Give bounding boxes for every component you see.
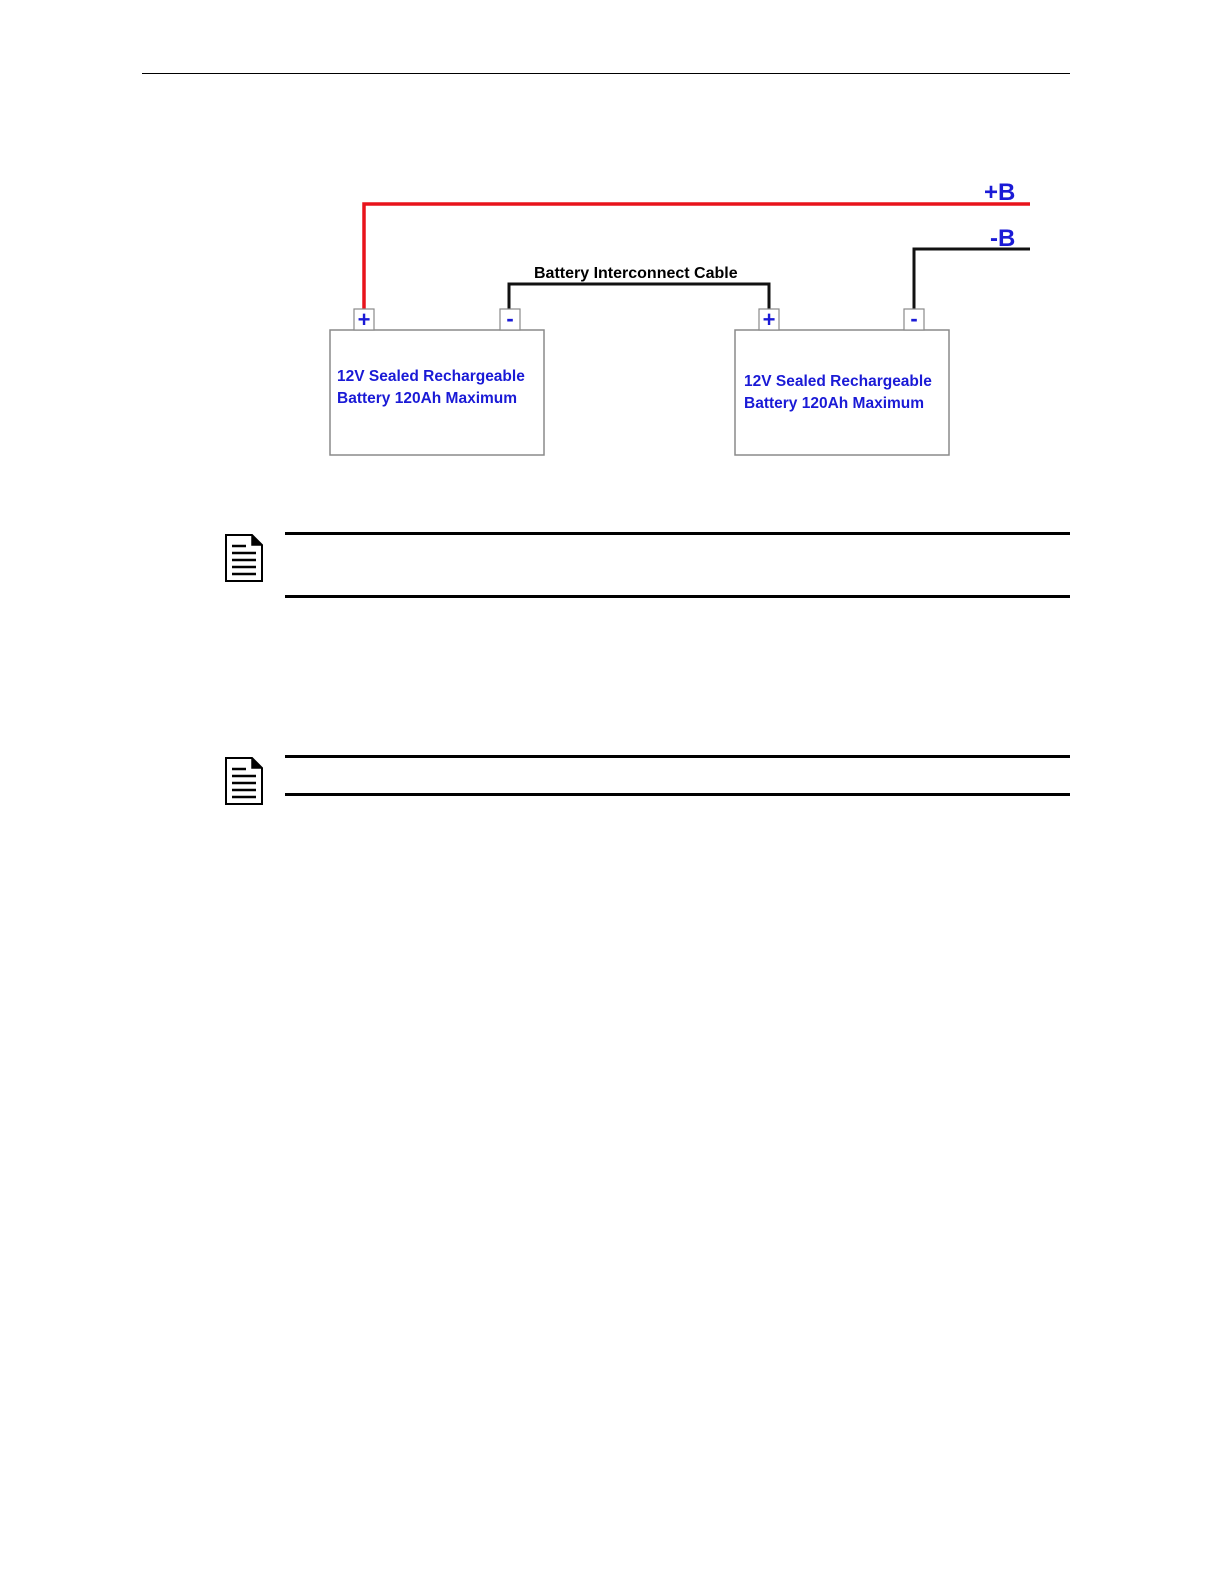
note-block-2: [224, 755, 1070, 799]
note-1-bottom-rule: [285, 595, 1070, 598]
battery-1-label-line1: 12V Sealed Rechargeable: [337, 368, 525, 385]
interconnect-cable: [509, 284, 769, 310]
note-2-bottom-rule: [285, 793, 1070, 796]
minus-b-label: -B: [990, 225, 1016, 252]
note-1-top-rule: [285, 532, 1070, 535]
battery-2-label-line1: 12V Sealed Rechargeable: [744, 373, 932, 390]
positive-wire: [364, 204, 1030, 310]
battery-1: [330, 306, 544, 455]
note-block-1: [224, 532, 1070, 600]
note-2-top-rule: [285, 755, 1070, 758]
battery-2-body: [735, 330, 949, 455]
negative-wire: [914, 249, 1030, 310]
battery-1-label-line2: Battery 120Ah Maximum: [337, 390, 518, 407]
battery-2-neg-symbol: -: [910, 306, 918, 331]
plus-b-label: +B: [984, 179, 1016, 206]
note-document-icon: [224, 534, 264, 582]
interconnect-cable-label: Battery Interconnect Cable: [534, 265, 738, 282]
battery-1-neg-symbol: -: [506, 306, 514, 331]
note-document-icon: [224, 757, 264, 805]
battery-2-label-line2: Battery 120Ah Maximum: [744, 395, 925, 412]
battery-1-pos-symbol: +: [357, 307, 371, 332]
battery-wiring-diagram: [0, 0, 1224, 520]
battery-2-pos-symbol: +: [762, 307, 776, 332]
battery-2: [735, 306, 949, 455]
